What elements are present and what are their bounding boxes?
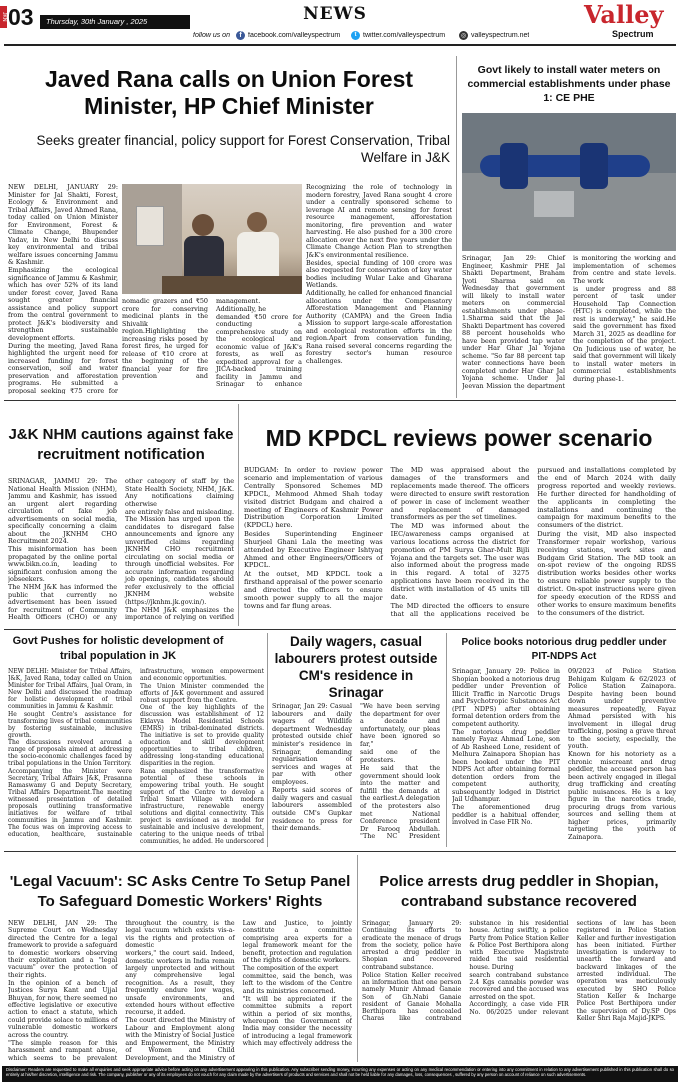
vacuum-para: The court directed the Ministry of Labour and Employment along with the Ministry of Social Justice and Empowerment, the Ministry of Women and Child Development, and the Ministry of Law and Justice, to jointly constitute a committee comprising area experts for a legal framework meant for the benefit, protection and regulation of the rights of domestic workers. <box>125 920 352 1062</box>
water-photo <box>462 113 676 251</box>
nhm-para: This misinformation has been propagated by the online portal www.bikn.co.in, leading to significant confusion among the jobseekers. <box>8 545 117 584</box>
wagers-headline: Daily wagers, casual labourers protest outside CM's residence in Srinagar <box>274 634 438 700</box>
tribal-para: NEW DELHI: Minister for Tribal Affairs, J&K, Javed Rana, today called on Union Minister for Tribal Affairs, Jual Oram, in New Delhi and discussed the roadmap for holistic development of tribal communities in Jammu & Kashmir. <box>8 668 132 710</box>
nhm-para: The NHM J&K emphasizes the importance of relying on verified <box>125 605 234 622</box>
wagers-para: Srinagar, Jan 29: Casual labourers and daily wagers of Wildlife department Wednesday protested outside chief minister's residence in Srinagar, demanding regularisation of services and wages at par with other employees. <box>272 703 352 786</box>
shopian-body <box>362 920 676 1062</box>
section-rule <box>4 851 676 852</box>
twitter-icon: t <box>351 31 360 40</box>
tribal-para: One of the key highlights of the discussion was establishment of 12 Eklavya Model Residential Schools (EMRS) in tribal-dominated districts. The initiative is set to provide quality education and skill development opportunities to tribal children, addressing long-standing educational disparities in the region. <box>140 704 264 768</box>
lead-body-left <box>8 184 118 394</box>
wagers-para: said one of the protesters. <box>360 748 440 764</box>
facebook-icon: f <box>236 31 245 40</box>
masthead <box>0 0 680 44</box>
side-label: JKN <box>0 6 7 28</box>
column-divider <box>238 404 239 626</box>
kpdcl-para: The MD was informed about the IEC/awareness camps organised at various locations across the district for promotion of PM Surya Ghar-Mult Bijli Yojana and the targets set. The user was also informed about the progress made in this regard. A total of 3275 applications have been received in the district with installation of 45 units till date. <box>390 521 530 602</box>
lead-para: nomadic grazers and ₹50 crore for conserving medicinal plants in the Shivalik region.Highlighting the increasing risks posed by forest fires, he urged for release of ₹10 crore at the beginning of the financial year for fire prevention and management. Additionally, he <box>122 298 267 380</box>
water-para: is under progress and 88 percent of task under Household Tap Connection (HTC) is completed, while the rest is underway," he said.He said the government has fixed March 31, 2025 as deadline for the completion of the project. On Judicious use of water, he said that government will likely to install water meters in commercial establishments during phase-1. <box>573 284 676 383</box>
kpdcl-para: BUDGAM: In order to review power scenario and implementation of various Centrally Sponsored Schemes MD KPDCL, Mehmood Ahmed Shah today visited district Budgam and chaired a meeting of Engineers of Kashmir Power Distribution Corporation Limited (KPDCL) here. <box>244 467 383 530</box>
tribal-para: The Union Minister commended the efforts of J&K government and assured robust support from the Centre. <box>140 682 264 704</box>
kpdcl-para: The MD directed the officers to ensure that all the applications received be pursued and installations completed by the end of March 2024 with daily progress reported and weekly reviews. He further directed for handholding of the applicants in completing the installations and continuing the campaign for maximum benefits to the consumers of the district. <box>390 467 676 618</box>
ndps-para: The aforementioned drug peddler is a habitual offender, involved in Case FIR No. <box>452 803 560 827</box>
page-number: 03 <box>8 4 34 30</box>
shopian-para: Srinagar, January 29: Continuing its efforts to eradicate the menace of drugs from the society, police have arrested a drug peddler in Shopian and recovered contraband substance. <box>362 920 462 971</box>
shopian-para: search contraband substance 2.4 Kgs cannabis powder was recovered and the accused was arrested on the spot. <box>469 971 569 1001</box>
kpdcl-body <box>244 467 676 625</box>
lead-para: Besides, special funding of 100 crore was also requested for conservation of key water bodies including Wular Lake and Gharana Wetlands. <box>306 258 452 290</box>
tribal-headline: Govt Pushes for holistic development of tribal population in JK <box>12 635 224 662</box>
water-para: Srinagar, Jan 29: Chief Engineer, Kashmir PHE Jal Shakti Department, Braham Jyoti Sharma said on Wednesday that government will likely to install water meters on commercial establishments under phase-1.Sharma said that the Jal Shakti Department has covered 88 percent households who have been provided tap water under Har Ghar Jal Yojana scheme. "So far 88 percent tap water connections have been completed under Har Ghar Jal Yojana scheme. Under Jal Jeevan Mission the department is monitoring the working and implementation of schemes from centre and state levels. The work <box>462 255 676 390</box>
wagers-para: "We have been serving the department for over a decade and unfortunately, our pleas have been ignored so far," <box>360 703 440 748</box>
website-link[interactable]: valleyspectrum.net <box>471 32 530 39</box>
lead-body-right <box>306 184 452 394</box>
lead-para: Recognizing the role of technology in modern forestry, Javed Rana sought 4 crore under a centrally sponsored scheme to leverage AI and remote sensing for forest resource management, afforestation monitoring, fire prevention and water harvesting. He also pushed for a 300 crore allocation over the next five years under the Climate Change Action Plan to strengthen J&K's environmental resilience. <box>306 184 452 259</box>
lead-para: During the meeting, Javed Rana highlighted the urgent need for increased funding for forest conservation, soil and water preservation and afforestation programs. He submitted a proposal seeking ₹75 crore for <box>8 341 118 394</box>
lead-headline: Javed Rana calls on Union Forest Minister, HP Chief Minister <box>44 66 414 119</box>
follow-label: follow us on <box>193 32 230 39</box>
ndps-headline: Police books notorious drug peddler under PIT-NDPS Act <box>461 637 667 662</box>
ndps-body <box>452 668 676 846</box>
lead-para: Emphasizing the ecological significance of Jammu & Kashmir, which has over 52% of its land under forest cover, Javed Rana sought greater financial assistance and policy support from the central government to protect J&K's biodiversity and strengthen sustainable development efforts. <box>8 266 118 342</box>
nhm-para: SRINAGAR, JAMMU 29: The National Health Mission (NHM), Jammu and Kashmir, has issued an urgent alert regarding circulation of fake job advertisements on social media, specifically concerning a claim about the JKNHM CHO Recruitment 2024. <box>8 478 117 545</box>
section-rule <box>4 629 676 630</box>
lead-subhead: Seeks greater financial, policy support for Forest Conservation, Tribal Welfare in J&K <box>36 133 450 165</box>
wagers-para: Reports said scores of daily wagers and casual labourers assembled outside CM's Gupkar residence to press for their demands. <box>272 786 352 833</box>
vacuum-para: The composition of the expert <box>242 965 339 973</box>
column-divider <box>456 56 457 398</box>
tribal-para: The discussions revolved around a range of proposals aimed at addressing the socio-economic challenges faced by tribal populations in the Union Territory. <box>8 739 132 768</box>
column-divider <box>446 633 447 847</box>
tribal-para: He sought Centre's assistance for transforming lives of tribal communities by fostering sustainable, inclusive growth. <box>8 710 132 739</box>
vacuum-para: NEW DELHI, JAN 29: The Supreme Court on Wednesday directed the Centre for a legal framework to provide a safeguard to domestic workers observing their exploitation and a "legal vacuum" over the protection of their rights. <box>8 920 118 979</box>
facebook-link[interactable]: facebook.com/valleyspectrum <box>248 32 341 39</box>
kpdcl-para: At the outset, MD KPDCL took a firsthand appraisal of the power scenario and directed the officers to ensure smooth power supply to all the major towns and far flung areas. <box>244 569 383 610</box>
brand-subname: Spectrum <box>612 29 654 39</box>
nhm-body <box>8 478 234 626</box>
water-body <box>462 255 676 397</box>
nhm-para: The NHM J&K has informed the public that currently no advertisement has been issued for recruitment of Community Health Officers (CHO) or any other category of staff by the State Health Society, NHM, J&K. Any notifications claiming otherwise <box>8 478 234 622</box>
tribal-para: Rana emphasized the transformative potential of these schools in empowering tribal youth. He sought support of the Centre to develop a Tribal Smart Village with modern infrastructure, renewable energy solutions and digital connectivity. This project is envisioned as a model for sustainable and inclusive development, catering to the unique needs of tribal communities, he added. He underscored <box>140 767 264 845</box>
ndps-para: 09/2023 of Police Station Behigam Kulgam & 62/2023 of Police Station Zainapora. Despite having been bound down under preventive measures repeatedly, Fayaz Ahmad persisted with his involvement in illegal drug trafficking, posing a grave threat to the society, especially, the youth. <box>568 668 676 750</box>
lead-para: NEW DELHI, JANUARY 29: Minister for Jal Shakti, Forest, Ecology & Environment and Tribal Affairs, Javed Ahmed Rana, today called on Union Minister for Environment, Forest & Climate Change, Bhupender Yadav, in New Delhi to discuss key environmental and tribal welfare issues concerning Jammu & Kashmir. <box>8 184 118 266</box>
column-divider <box>267 633 268 847</box>
wagers-para: He said that the government should look into the matter and fulfill the demands at the earliest.A delegation of the protesters also met National Conference president Dr Farooq Abdullah. "The NC President <box>360 763 440 841</box>
vacuum-para: In the opinion of a bench of Justices Surya Kant and Ujjal Bhuyan, for now, there seemed no effective legislative or executive action to enact a statute, which could provide solace to millions of vulnerable domestic workers across the country. <box>8 979 118 1039</box>
vacuum-body <box>8 920 352 1062</box>
shopian-headline: Police arrests drug peddler in Shopian, contraband substance recovered <box>379 873 659 910</box>
section-title: NEWS <box>303 4 367 24</box>
ndps-para: The notorious drug peddler namely Fayaz Ahmad Lone, son of Ab Rasheed Lone, resident of Melhura Zainapora Shopian has been booked under the PIT NDPS Act after obtaining formal detention orders from the competent authority, subsequently lodged in District Jail Udhampur. <box>452 727 560 804</box>
vacuum-para: "The simple reason for this harassment and rampant abuse, which seems to be prevalent throughout the country, is the legal vacuum which exists vis-a-vis the rights and protection of domestic <box>8 920 235 1062</box>
masthead-rule <box>4 44 676 46</box>
water-headline: Govt likely to install water meters on commercial establishments under phase 1: CE PHE <box>467 64 671 104</box>
nhm-headline: J&K NHM cautions against fake recruitment notification <box>8 426 234 463</box>
wagers-body <box>272 703 440 847</box>
ndps-para: Srinagar, January 29: Police in Shopian booked a notorious drug peddler under Prevention of Illicit Traffic in Narcotic Drugs and Psychotropic Substances Act (PIT NDPS) after obtaining formal detention orders from the competent authority. <box>452 668 560 728</box>
kpdcl-para: The MD was appraised about the damages of the transformers and replacements made thereof. The officers were directed to ensure swift restoration of power in case of inclement weather and replacement of damaged transformers as per the set timelines. <box>390 467 530 522</box>
kpdcl-headline: MD KPDCL reviews power scenario <box>265 425 653 451</box>
disclaimer-bar: Disclaimer: Readers are requested to make all enquiries and seek appropriate advice before acting on any advertisement appearing in this publication. Any subscriber sending money, incurring any expenses or acting on any medical recommendation or entering into any commitment in relation to any advertisement published in this publication shall do so entirely at his/her discretion, intelligence and risk. The company, publisher or any of its employees do not vouch for any claim made by the advertisers of products and services and shall not be held liable for any damages, loss, consequences , suffered by any person on account of reliance on such advertisements. <box>2 1066 678 1082</box>
lead-para: demanded ₹50 crore for conducting a comprehensive study on the ecological and economic value of J&K's forests, as well as expedited approval for a JICA-backed training facility in Jammu and Srinagar to enhance <box>216 312 302 389</box>
shopian-para: Accordingly, a case vide FIR No. 06/2025 under relevant sections of law has been registered in Police Station Keller and further investigation has been initiated. Further investigation is underway to unearth the forward and backward linkages of the arrested individual. The operation was meticulously executed by SHO Police Station Keller & Incharge Police Post Berthipora under the supervision of Dy.SP Ops Keller Shri Raja Majid-JKPS. <box>469 920 676 1022</box>
tribal-body <box>8 668 264 846</box>
twitter-link[interactable]: twitter.com/valleyspectrum <box>363 32 446 39</box>
column-divider <box>357 855 358 1062</box>
lead-body-mid <box>122 298 302 390</box>
kpdcl-para: During the visit, MD also inspected Transformer repair workshop, various receiving stations, work sites and Budgam Grid Station. The MD took an on-spot review of the ongoing RDSS distribution works besides other works to ensure reliable power supply to the district. On-spot instructions were given for speedy execution of the RDSS and other works to ensure maximum benefits to the consumers of the district. <box>537 529 676 617</box>
lead-photo <box>122 184 302 294</box>
vacuum-para: committee, said the bench, was left to the wisdom of the Centre and its ministries concerned. <box>242 973 352 995</box>
lead-para: Additionally, he called for enhanced financial allocations under the Compensatory Afforestation Management and Planning Authority (CAMPA) and the Green India Mission to support large-scale afforestation and ecological restoration efforts in the region.Apart from conservation funding, Rana raised several concerns regarding the forestry sector's human resource challenges. <box>306 289 452 365</box>
nhm-para: are entirely false and misleading. The Mission has urged upon the candidates to disregard false announcements and ignore any unverified claims regarding JKNHM CHO recruitment circulating on social media or through unofficial websites. For accurate information regarding job openings, candidates should refer exclusively to the official JKNHM website (https://jknhm.jk.gov.in/). <box>125 507 234 606</box>
vacuum-para: "It will be appreciated if the committee submits a report within a period of six months, whereupon the Government of India may consider the necessity of introducing a legal framework which may effectively address the <box>242 995 352 1048</box>
ndps-para: Known for his notoriety as a chronic miscreant and drug peddler, the accused person has been actively engaged in illegal drug trafficking and creating public nuisances. He is a key figure in the narcotics trade, procuring drugs from various sources and selling them at higher prices, primarily targeting the youth of Zainapora. <box>568 750 676 841</box>
vacuum-headline: 'Legal Vacuum': SC Asks Centre To Setup Panel To Safeguard Domestic Workers' Rights <box>9 873 351 910</box>
brand-logo <box>578 0 678 42</box>
vacuum-para: workers," the court said. Indeed, domestic workers in India remain largely unprotected and without any comprehensive legal recognition. As a result, they frequently endure low wages, unsafe environments, and extended hours without effective recourse, it added. <box>125 950 235 1017</box>
shopian-para: Police Station Keller received an information that one person namely Munir Ahmad Ganaie Son of Gh.Nabi Ganaie resident of Ganaie Mohalla Berthipora has concealed Charas like contraband substance in his residential house. Acting swiftly, a police Party from Police Station Keller & Police Post Berthipora along with Executive Magistrate raided the said residential house. During <box>362 920 569 1023</box>
tribal-para: Accompanying the Minister were Secretary, Tribal Affairs J&K, Prasanna Ramaswamy G and Deputy Secretary, Tribal Affairs Department.The meeting witnessed presentation of detailed proposals outlining transformative initiatives for welfare of tribal communities in Jammu and Kashmir. The focus was on improving access to education, healthcare, sustainable infrastructure, women empowerment and economic opportunities. <box>8 668 264 838</box>
issue-date: Thursday, 30th January , 2025 <box>40 15 190 29</box>
globe-icon: ◎ <box>460 32 467 39</box>
kpdcl-para: Besides Superintending Engineer Shurjeel Ghani Lala the meeting was attended by Executive Engineer Ishtyaq Ahmed and other Engineers/Officers of KPDCL. <box>244 529 383 570</box>
section-rule <box>4 400 676 401</box>
brand-name: Valley <box>584 0 664 29</box>
